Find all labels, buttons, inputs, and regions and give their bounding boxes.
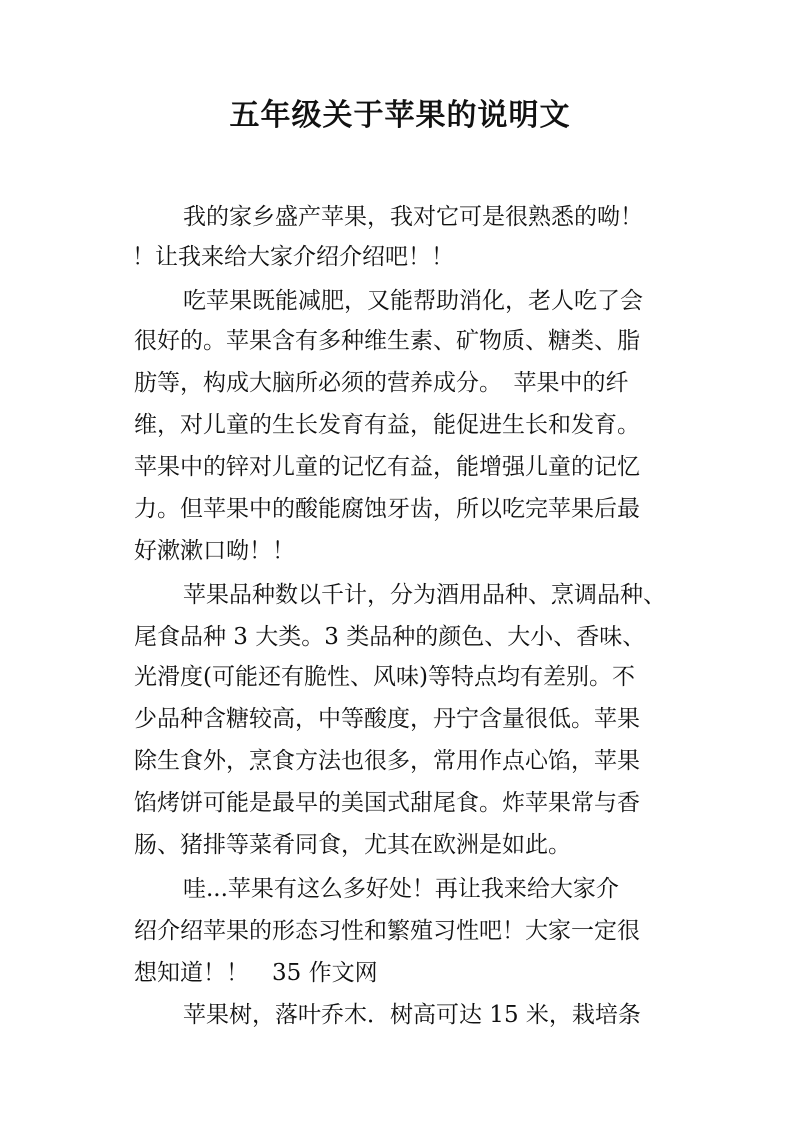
text-line: 苹果树，落叶乔木．树高可达 15 米，栽培条 — [183, 1002, 641, 1028]
text-line: 想知道！！ 35 作文网 — [134, 960, 378, 986]
text-line: ！让我来给大家介绍介绍吧！！ — [132, 244, 454, 270]
text-line: 除生食外，烹食方法也很多，常用作点心馅，苹果 — [134, 748, 640, 774]
text-line: 尾食品种 3 大类。3 类品种的颜色、大小、香味、 — [134, 624, 646, 650]
text-line: 肪等，构成大脑所必须的营养成分。 苹果中的纤 — [134, 370, 629, 396]
text-line: 少品种含糖较高，中等酸度，丹宁含量很低。苹果 — [134, 706, 640, 732]
text-line: 哇...苹果有这么多好处！再让我来给大家介 — [183, 876, 619, 902]
text-line: 好漱漱口呦！！ — [134, 538, 295, 564]
text-line: 苹果中的锌对儿童的记忆有益，能增强儿童的记忆 — [134, 454, 640, 480]
text-line: 吃苹果既能减肥，又能帮助消化，老人吃了会 — [183, 288, 643, 314]
text-line: 苹果品种数以千计，分为酒用品种、烹调品种、 — [183, 582, 666, 608]
text-line: 维，对儿童的生长发育有益，能促进生长和发育。 — [134, 412, 640, 438]
text-line: 很好的。苹果含有多种维生素、矿物质、糖类、脂 — [134, 328, 640, 354]
text-line: 我的家乡盛产苹果，我对它可是很熟悉的呦！ — [183, 204, 643, 230]
text-line: 馅烤饼可能是最早的美国式甜尾食。炸苹果常与香 — [134, 790, 640, 816]
document-title: 五年级关于苹果的说明文 — [229, 98, 571, 133]
text-line: 绍介绍苹果的形态习性和繁殖习性吧！大家一定很 — [134, 918, 640, 944]
text-line: 光滑度(可能还有脆性、风味)等特点均有差别。不 — [134, 664, 635, 690]
text-line: 力。但苹果中的酸能腐蚀牙齿，所以吃完苹果后最 — [134, 496, 640, 522]
text-line: 肠、猪排等菜肴同食，尤其在欧洲是如此。 — [134, 832, 571, 858]
